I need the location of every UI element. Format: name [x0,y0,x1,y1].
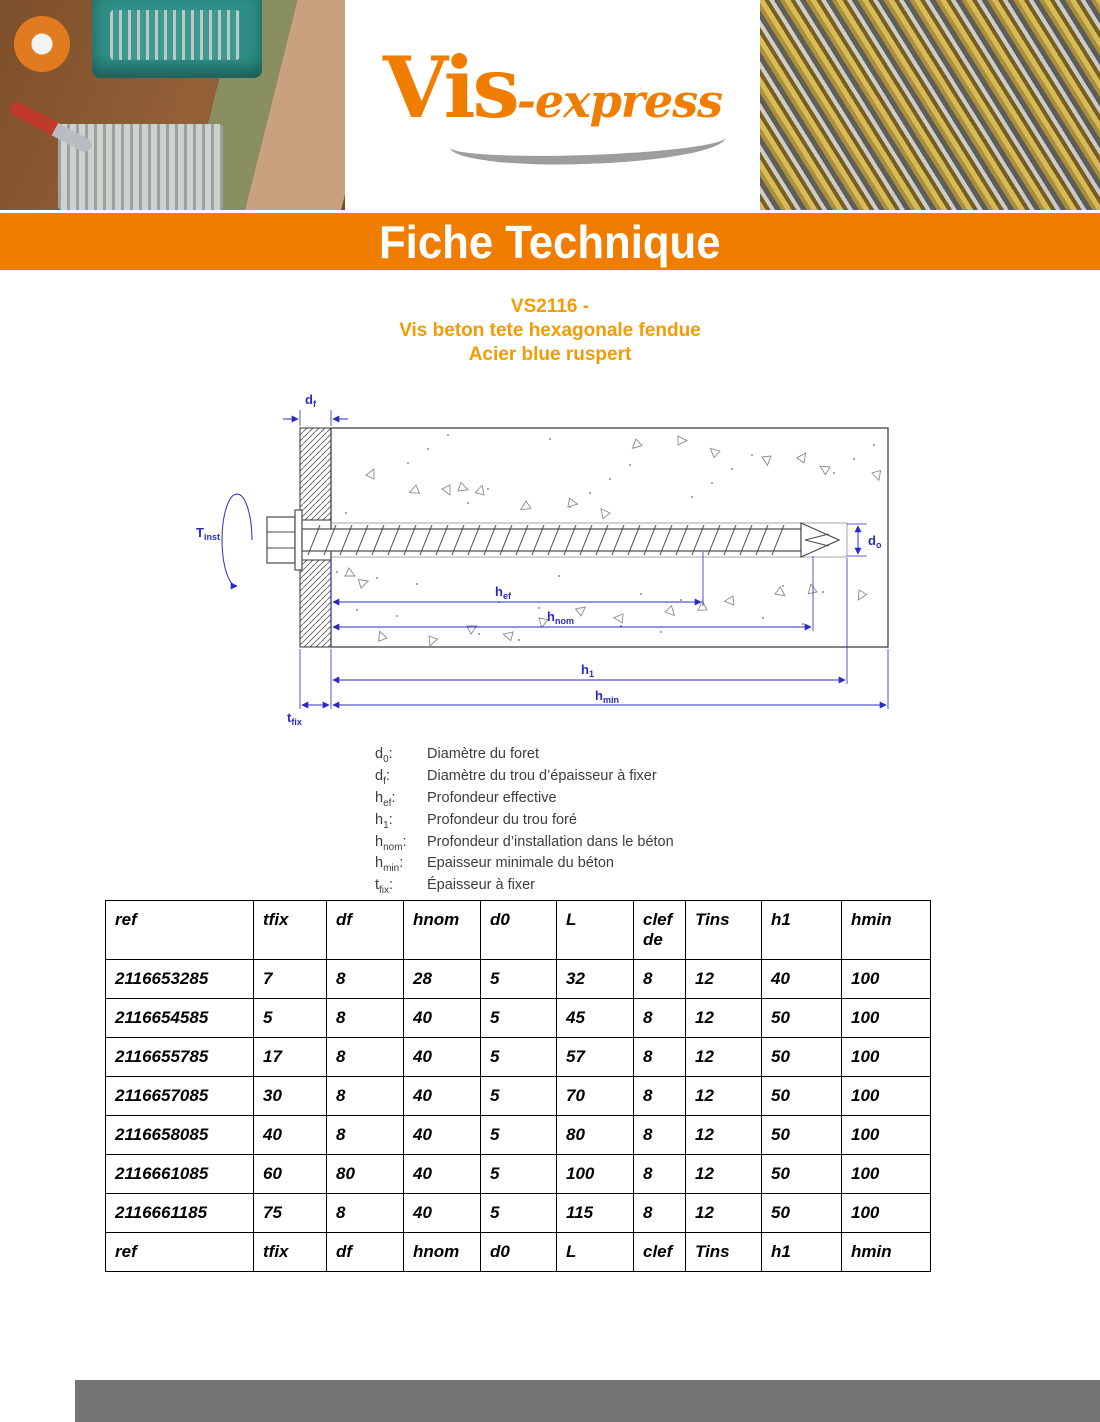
spec-cell: 5 [481,1077,557,1116]
spec-footer-cell: df [327,1233,404,1272]
spec-cell: 50 [762,1194,842,1233]
spec-cell: 8 [327,1194,404,1233]
legend-symbol: $t_{fix}$: [375,877,394,897]
spec-table-body [106,901,931,1272]
product-name: Vis beton tete hexagonale fendue [399,320,701,341]
spec-cell: 8 [634,1155,686,1194]
spec-cell: 8 [327,1116,404,1155]
spec-cell: 5 [481,1194,557,1233]
technical-diagram [195,390,915,725]
spec-header-cell: L [557,901,634,960]
spec-header-cell: Tins [686,901,762,960]
legend-item [375,877,674,896]
spec-cell: 12 [686,960,762,999]
legend-item [375,790,674,809]
product-code: VS2116 - [510,296,590,317]
legend-symbol: $d_f$: [375,767,390,787]
spec-cell: 45 [557,999,634,1038]
product-title [0,295,1100,367]
spec-cell: 75 [254,1194,327,1233]
spec-cell: 12 [686,1077,762,1116]
spec-cell: 28 [404,960,481,999]
spec-cell: 12 [686,1116,762,1155]
spec-cell: 40 [254,1116,327,1155]
spec-header-cell: hnom [404,901,481,960]
footer-bar [75,1380,1100,1422]
spec-cell: 8 [327,960,404,999]
spec-cell: 8 [327,1038,404,1077]
spec-header-row [106,901,931,960]
spec-row [106,960,931,999]
spec-cell: 32 [557,960,634,999]
label-hmin: $h_{min}$ [595,688,619,705]
spec-footer-cell: d0 [481,1233,557,1272]
spec-cell: 100 [842,999,931,1038]
spec-cell: 12 [686,1194,762,1233]
spec-header-cell: d0 [481,901,557,960]
torque-symbol [222,494,252,586]
spec-cell: 2116655785 [106,1038,254,1077]
legend-item [375,812,674,831]
spec-cell: 100 [842,1077,931,1116]
logo-text-main: Vis [382,38,517,137]
spec-footer-cell: hnom [404,1233,481,1272]
label-hef: $h_{ef}$ [495,584,511,601]
spec-cell: 50 [762,1155,842,1194]
spec-cell: 80 [557,1116,634,1155]
logo-text-suffix: -express [516,74,723,128]
spec-cell: 70 [557,1077,634,1116]
torque-arrow [222,494,237,586]
spec-cell: 50 [762,1038,842,1077]
spec-cell: 80 [327,1155,404,1194]
spec-cell: 8 [634,1194,686,1233]
washer-flange [295,510,302,570]
spec-row [106,1155,931,1194]
spec-cell: 8 [634,1038,686,1077]
legend-symbol: $h_1$: [375,811,393,831]
spec-header-cell: ref [106,901,254,960]
spec-cell: 100 [842,1194,931,1233]
tape-measure-decor [14,16,70,72]
spec-cell: 100 [557,1155,634,1194]
legend-text: Epaisseur minimale du béton [427,855,614,872]
label-tinst: $T_{inst}$ [196,525,220,542]
spec-cell: 115 [557,1194,634,1233]
spec-cell: 5 [481,999,557,1038]
spec-cell: 40 [404,1116,481,1155]
legend-symbol: $h_{ef}$: [375,789,396,809]
spec-cell: 40 [404,1077,481,1116]
legend-text: Profondeur du trou foré [427,811,577,828]
spec-cell: 57 [557,1038,634,1077]
spec-cell: 8 [327,1077,404,1116]
spec-row [106,1194,931,1233]
spec-footer-cell: ref [106,1233,254,1272]
legend-item [375,746,674,765]
spec-cell: 40 [404,1038,481,1077]
label-h1: $h_1$ [581,662,594,679]
legend-symbol: $h_{min}$: [375,855,404,875]
spec-cell: 8 [634,1077,686,1116]
workbench-photo [0,0,345,210]
spec-cell: 100 [842,1155,931,1194]
spec-cell: 2116657085 [106,1077,254,1116]
spec-header-cell: h1 [762,901,842,960]
product-finish: Acier blue ruspert [468,344,632,365]
spec-cell: 50 [762,999,842,1038]
legend [375,746,674,899]
spec-cell: 12 [686,1155,762,1194]
spec-cell: 7 [254,960,327,999]
fixture-plate-top [300,428,331,520]
legend-text: Profondeur d’installation dans le béton [427,833,674,850]
label-df: $d_f$ [305,392,316,409]
spec-footer-row [106,1233,931,1272]
spec-footer-cell: Tins [686,1233,762,1272]
legend-item [375,768,674,787]
spec-cell: 12 [686,999,762,1038]
legend-text: Épaisseur à fixer [427,877,535,894]
spec-cell: 100 [842,1038,931,1077]
spec-cell: 8 [634,1116,686,1155]
spec-cell: 40 [404,1155,481,1194]
spec-footer-cell: h1 [762,1233,842,1272]
fixture-plate-bottom [300,560,331,647]
spec-row [106,1038,931,1077]
spec-row [106,999,931,1038]
spec-cell: 2116654585 [106,999,254,1038]
spec-row [106,1116,931,1155]
spec-row [106,1077,931,1116]
spec-header-cell: hmin [842,901,931,960]
spec-cell: 40 [404,1194,481,1233]
screws-photo [760,0,1100,210]
spec-footer-cell: L [557,1233,634,1272]
label-do: $d_o$ [868,533,882,550]
screw-shaft [302,529,801,551]
spec-header-cell: clef de [634,901,686,960]
legend-text: Profondeur effective [427,789,557,806]
spec-footer-cell: tfix [254,1233,327,1272]
banner-title: Fiche Technique [379,215,721,268]
spec-cell: 8 [327,999,404,1038]
spec-cell: 5 [481,1155,557,1194]
label-tfix: $t_{fix}$ [287,710,302,725]
spec-cell: 8 [634,999,686,1038]
spec-cell: 100 [842,1116,931,1155]
legend-item [375,855,674,874]
spec-cell: 5 [481,960,557,999]
label-hnom: $h_{nom}$ [547,609,574,626]
spec-cell: 5 [481,1038,557,1077]
banner [0,213,1100,270]
spec-cell: 2116661185 [106,1194,254,1233]
spec-cell: 100 [842,960,931,999]
spec-cell: 40 [762,960,842,999]
screw-tray-decor [110,10,240,60]
spec-cell: 2116658085 [106,1116,254,1155]
spec-cell: 8 [634,960,686,999]
spec-cell: 60 [254,1155,327,1194]
spec-cell: 5 [481,1116,557,1155]
spec-cell: 50 [762,1077,842,1116]
spec-footer-cell: clef [634,1233,686,1272]
spec-header-cell: tfix [254,901,327,960]
spec-cell: 17 [254,1038,327,1077]
spec-header-cell: df [327,901,404,960]
legend-symbol: $h_{nom}$: [375,833,407,853]
spec-cell: 40 [404,999,481,1038]
spec-cell: 2116653285 [106,960,254,999]
legend-text: Diamètre du foret [427,746,540,762]
spec-cell: 12 [686,1038,762,1077]
spec-table [105,900,931,1272]
legend-text: Diamètre du trou d’épaisseur à fixer [427,767,657,784]
spec-cell: 30 [254,1077,327,1116]
legend-symbol: $d_0$: [375,746,393,765]
brand-logo [345,0,760,210]
spec-cell: 2116661085 [106,1155,254,1194]
spec-cell: 5 [254,999,327,1038]
legend-item [375,834,674,853]
torque-ellipse [237,494,252,540]
spec-cell: 50 [762,1116,842,1155]
hex-head [267,517,295,563]
spec-footer-cell: hmin [842,1233,931,1272]
